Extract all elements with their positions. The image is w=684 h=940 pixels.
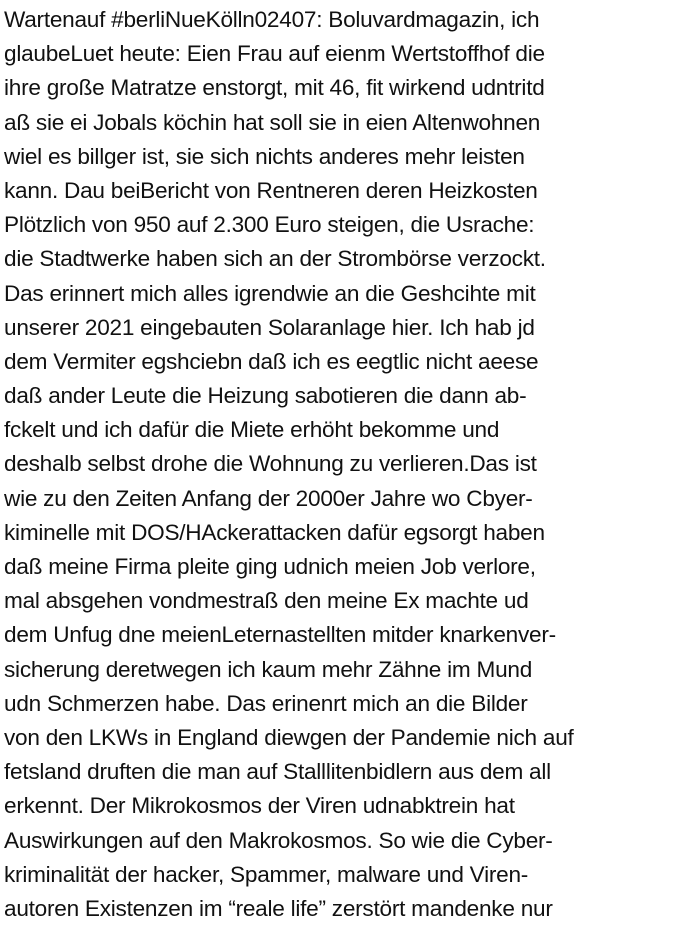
text-line: dem Unfug dne meienLeternastellten mitder knarkenver- <box>4 622 556 648</box>
text-line: Das erinnert mich alles igrendwie an die Geshcihte mit <box>4 280 536 306</box>
text-line: mal absgehen vondmestraß den meine Ex machte ud <box>4 588 529 614</box>
text-line: kiminelle mit DOS/HAckerattacken dafür egsorgt haben <box>4 519 545 545</box>
text-line: unserer 2021 eingebauten Solaranlage hier. Ich hab jd <box>4 314 535 340</box>
text-line: Wartenauf #berliNueKölln02407: Boluvardmagazin, ich <box>4 7 540 32</box>
text-line: sicherung deretwegen ich kaum mehr Zähne im Mund <box>4 656 533 682</box>
text-line: erkennt. Der Mikrokosmos der Viren udnabktrein hat <box>4 793 515 819</box>
text-line: fckelt und ich dafür die Miete erhöht bekomme und <box>4 417 500 443</box>
text-line: Plötzlich von 950 auf 2.300 Euro steigen, die Usrache: <box>4 212 535 238</box>
text-line: kann. Dau beiBericht von Rentneren deren Heizkosten <box>4 177 538 203</box>
text-line: dem Vermiter egshciebn daß ich es eegtlic nicht aeese <box>4 348 539 374</box>
text-line: kriminalität der hacker, Spammer, malware und Viren- <box>4 861 529 887</box>
text-line: die Stadtwerke haben sich an der Strombörse verzockt. <box>4 246 546 272</box>
text-line: aß sie ei Jobals köchin hat soll sie in eien Altenwohnen <box>4 109 541 135</box>
text-line: daß ander Leute die Heizung sabotieren die dann ab- <box>4 383 527 409</box>
text-line: wie zu den Zeiten Anfang der 2000er Jahre wo Cbyer- <box>4 485 533 511</box>
text-line: von den LKWs in England diewgen der Pandemie nich auf <box>4 724 574 750</box>
text-line: fetsland druften die man auf Stalllitenbidlern aus dem all <box>4 759 551 785</box>
text-line: deshalb selbst drohe die Wohnung zu verlieren.Das ist <box>4 451 537 477</box>
text-line: autoren Existenzen im “reale life” zerstört mandenke nur <box>4 895 553 921</box>
text-line: daß meine Firma pleite ging udnich meien Job verlore, <box>4 554 536 579</box>
text-line: wiel es billger ist, sie sich nichts anderes mehr leisten <box>4 143 525 169</box>
text-line: ihre große Matratze enstorgt, mit 46, fit wirkend udntritd <box>4 75 545 101</box>
text-line: glaubeLuet heute: Eien Frau auf eienm Wertstoffhof die <box>4 41 545 67</box>
body-text <box>4 3 680 926</box>
text-line: Auswirkungen auf den Makrokosmos. So wie die Cyber- <box>4 827 553 853</box>
text-line: udn Schmerzen habe. Das erinenrt mich an die Bilder <box>4 690 528 716</box>
